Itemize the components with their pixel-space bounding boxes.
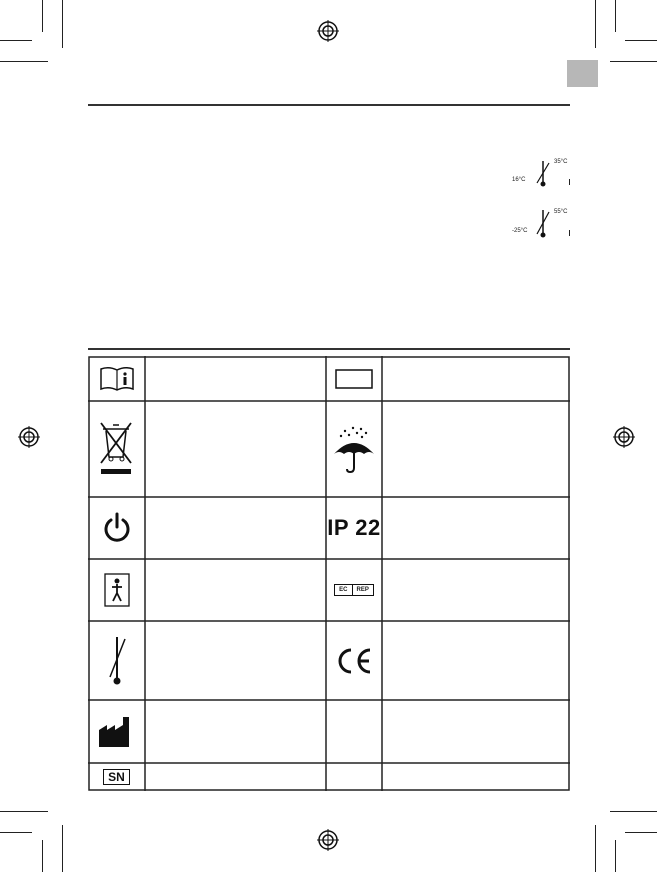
crop-mark <box>615 0 616 32</box>
symbol-cell <box>88 700 145 763</box>
operating-temp-low: 16°C <box>512 177 526 183</box>
tick-mark <box>569 230 570 236</box>
thermometer-icon <box>534 208 552 240</box>
symbol-cell <box>88 763 145 791</box>
operating-temp-high: 35°C <box>554 159 568 165</box>
body-type-b-icon <box>104 573 130 607</box>
crop-mark <box>0 811 48 812</box>
language-tab <box>567 60 598 87</box>
manual-icon <box>99 366 135 392</box>
symbol-cell <box>326 763 382 791</box>
symbol-cell <box>326 621 382 700</box>
serial-number-label: SN <box>103 769 130 785</box>
symbol-cell <box>326 401 382 497</box>
symbol-cell <box>88 401 145 497</box>
storage-temp-low: -25°C <box>512 228 528 234</box>
symbols-table <box>88 356 570 791</box>
registration-mark-icon <box>18 426 40 448</box>
registration-mark-icon <box>317 20 339 42</box>
power-icon <box>102 512 132 544</box>
storage-temp-high: 55°C <box>554 209 568 215</box>
umbrella-rain-icon <box>331 424 377 474</box>
symbol-cell <box>88 497 145 559</box>
symbol-cell <box>326 497 382 559</box>
crop-mark <box>62 825 63 872</box>
crop-mark <box>42 840 43 872</box>
operating-temperature-range <box>512 159 577 189</box>
thermometer-icon <box>534 159 552 189</box>
symbol-cell <box>88 559 145 621</box>
symbol-cell <box>88 621 145 700</box>
blank-box-icon <box>335 369 373 389</box>
weee-bin-icon <box>97 419 137 479</box>
registration-mark-icon <box>317 829 339 851</box>
registration-mark-icon <box>613 426 635 448</box>
table-top-rule <box>88 348 570 350</box>
crop-mark <box>595 825 596 872</box>
crop-mark <box>0 832 32 833</box>
crop-mark <box>42 0 43 32</box>
tick-mark <box>569 179 570 185</box>
symbol-cell <box>326 700 382 763</box>
crop-mark <box>0 61 48 62</box>
crop-mark <box>615 840 616 872</box>
crop-mark <box>610 811 657 812</box>
ce-mark-icon <box>334 647 374 675</box>
manufacturer-icon <box>98 716 136 748</box>
symbol-cell <box>326 356 382 401</box>
ip-rating-label: IP 22 <box>327 515 381 540</box>
ec-rep-left: EC <box>339 587 348 593</box>
storage-temperature-range <box>512 208 577 240</box>
thermometer-icon <box>105 633 129 689</box>
crop-mark <box>625 832 657 833</box>
ec-rep-label <box>334 584 374 596</box>
crop-mark <box>0 40 32 41</box>
top-rule <box>88 104 570 106</box>
crop-mark <box>62 0 63 48</box>
symbol-cell <box>88 356 145 401</box>
crop-mark <box>595 0 596 48</box>
symbol-cell <box>326 559 382 621</box>
crop-mark <box>625 40 657 41</box>
ec-rep-right: REP <box>352 585 373 595</box>
crop-mark <box>610 61 657 62</box>
